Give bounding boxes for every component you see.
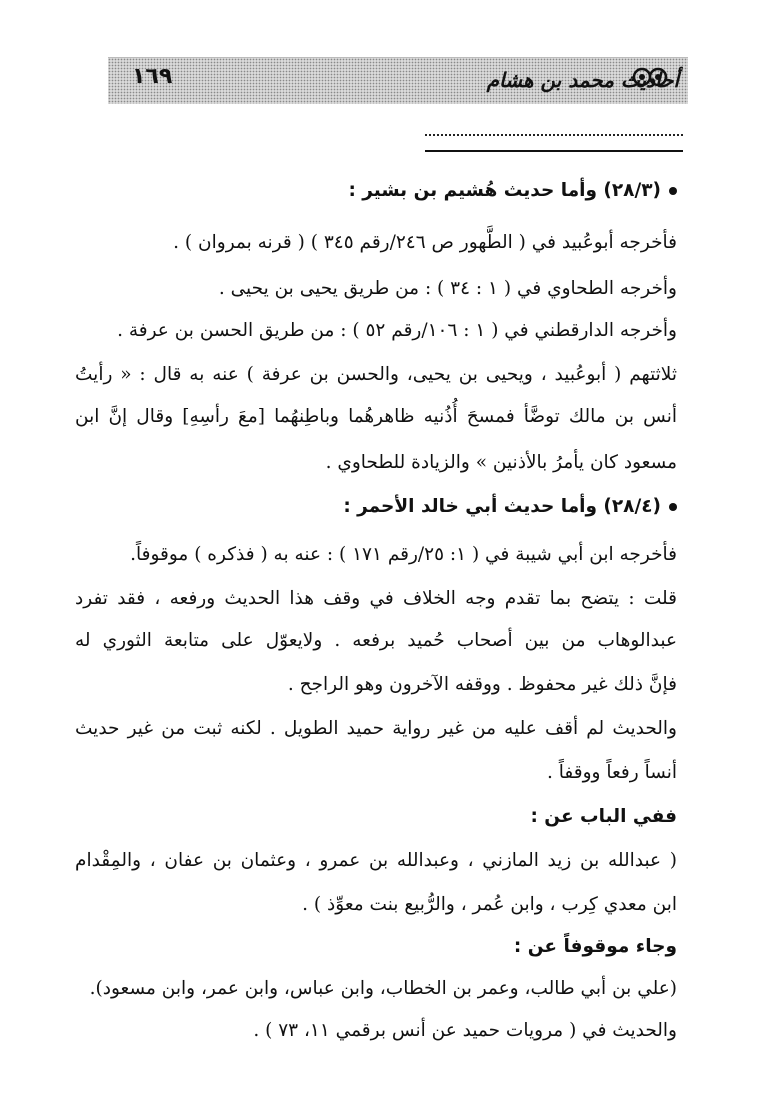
- text-line: عبدالوهاب من بين أصحاب حُميد برفعه . ولايعوّل على متابعة الثوري له: [75, 630, 677, 651]
- text-line: وأخرجه الطحاوي في ( ١ : ٣٤ ) : من طريق يحيى بن يحيى .: [218, 278, 677, 299]
- text-line: فإنَّ ذلك غير محفوظ . ووقفه الآخرون وهو الراجح .: [287, 674, 677, 695]
- page-number: ١٦٩: [132, 64, 173, 89]
- bullet-icon: [669, 503, 677, 511]
- section-heading: (٢٨/٤) وأما حديث أبي خالد الأحمر :: [343, 492, 677, 522]
- running-title: أحاديث محمد بن هشام: [486, 68, 679, 92]
- text-line: والحديث لم أقف عليه من غير رواية حميد الطويل . لكنه ثبت من غير حديث: [75, 718, 677, 739]
- text-line: ثلاثتهم ( أبوعُبيد ، ويحيى بن يحيى، والحسن بن عرفة ) عنه به قال : « رأيتُ: [75, 364, 677, 385]
- text-line: والحديث في ( مرويات حميد عن أنس برقمي ١١، ٧٣ ) .: [253, 1020, 677, 1041]
- solid-divider: [425, 150, 683, 152]
- section-heading: (٢٨/٣) وأما حديث هُشيم بن بشير :: [348, 176, 677, 206]
- text-line: فأخرجه ابن أبي شيبة في ( ١: ٢٥/رقم ١٧١ ) : عنه به ( فذكره ) موقوفاً.: [130, 544, 677, 565]
- text-line: وأخرجه الدارقطني في ( ١ : ١٠٦/رقم ٥٢ ) : من طريق الحسن بن عرفة .: [117, 320, 677, 341]
- text-line: فأخرجه أبوعُبيد في ( الطَّهور ص ٢٤٦/رقم ٣٤٥ ) ( قرنه بمروان ) .: [173, 232, 677, 253]
- text-line: ابن معدي كِرب ، وابن عُمر ، والرُّبيع بنت معوِّذ ) .: [302, 894, 677, 915]
- section-heading: ففي الباب عن :: [530, 806, 677, 827]
- section-heading: وجاء موقوفاً عن :: [513, 936, 677, 957]
- text-line: أنس بن مالك توضَّأ فمسحَ أُذُنيه ظاهرهُما وباطِنهُما [معَ رأسِهِ] وقال إنَّ ابن: [75, 406, 677, 427]
- text-line: مسعود كان يأمرُ بالأذنين » والزيادة للطحاوي .: [325, 452, 677, 473]
- text-line: قلت : يتضح بما تقدم وجه الخلاف في وقف هذا الحديث ورفعه ، فقد تفرد: [75, 588, 677, 609]
- text-line: (علي بن أبي طالب، وعمر بن الخطاب، وابن عباس، وابن عمر، وابن مسعود).: [89, 978, 677, 999]
- dotted-divider: [425, 124, 683, 136]
- bullet-icon: [669, 187, 677, 195]
- text-line: أنساً رفعاً ووقفاً .: [547, 762, 677, 783]
- text-line: ( عبدالله بن زيد المازني ، وعبدالله بن عمرو ، وعثمان بن عفان ، والمِقْدام: [75, 850, 677, 871]
